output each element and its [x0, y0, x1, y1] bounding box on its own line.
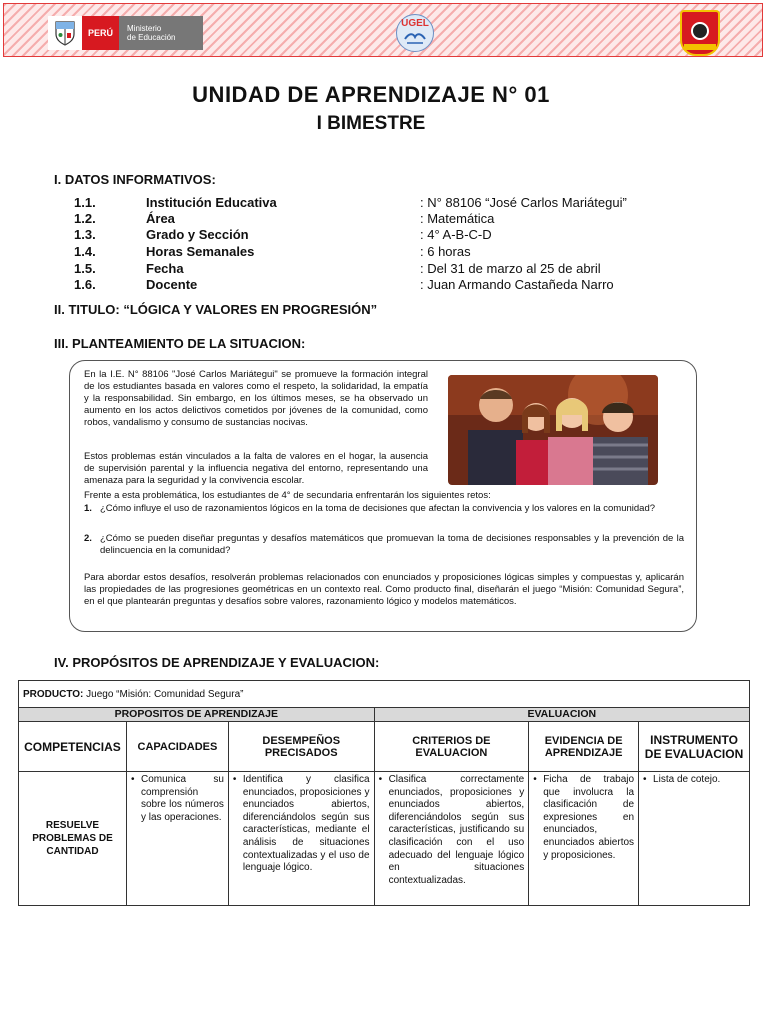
- cell-instrumento: [639, 772, 750, 906]
- datos-row: [74, 244, 714, 261]
- bullet-icon: •: [643, 774, 647, 785]
- datos-label: Área: [146, 211, 175, 226]
- producto-row: [19, 681, 750, 708]
- datos-label: Fecha: [146, 261, 184, 276]
- datos-num: 1.2.: [74, 211, 96, 226]
- producto-cell: [19, 681, 750, 708]
- column-header-row: [19, 722, 750, 772]
- desempeno-text: Identifica y clasifica enunciados, proposiciones y enunciados abiertos, diferenciándolos según sus características, mediante el análisis de situaciones contextualizadas y el uso de lenguaje lógico.: [242, 774, 370, 874]
- question-text: ¿Cómo influye el uso de razonamientos lógicos en la toma de decisiones que afectan la convivencia y los valores en la comunidad?: [100, 503, 656, 514]
- datos-value: : Del 31 de marzo al 25 de abril: [420, 261, 601, 276]
- minedu-logo: [48, 16, 203, 50]
- datos-label: Grado y Sección: [146, 227, 249, 242]
- cell-competencia: RESUELVE PROBLEMAS DE CANTIDAD: [19, 772, 127, 906]
- situacion-question-1: [84, 503, 684, 529]
- situacion-paragraph-1: En la I.E. N° 88106 "José Carlos Mariátegui" se promueve la formación integral de los estudiantes basada en valores como el respeto, la solidaridad, la empatía y la responsabilidad. Sin embargo, en los últimos meses, se ha observado un aumento en los actos delictivos cometidos por jóvenes de la comunidad, como robos, vandalismo y consumo de sustancias nocivas.: [84, 369, 428, 428]
- criterio-text: Clasifica correctamente enunciados, proposiciones y enunciados abiertos, diferenciándolos según sus características, justificando su clasificación con el uso adecuado del lenguaje lógico en situaciones contextualizadas.: [388, 774, 525, 886]
- bullet-icon: •: [533, 774, 537, 785]
- datos-num: 1.5.: [74, 261, 96, 276]
- ministry-line-1: Ministerio: [127, 24, 162, 33]
- datos-value: : 4° A-B-C-D: [420, 227, 492, 242]
- situacion-paragraph-2: Estos problemas están vinculados a la falta de valores en el hogar, la ausencia de supervisión parental y la influencia negativa del entorno, representando una amenaza para la seguridad y la convivencia escolar.: [84, 451, 428, 486]
- page-title: UNIDAD DE APRENDIZAJE N° 01: [192, 82, 550, 107]
- datos-row: [74, 261, 714, 278]
- col-desempenos: DESEMPEÑOS PRECISADOS: [228, 722, 374, 772]
- bullet-icon: •: [130, 774, 135, 785]
- datos-label: Horas Semanales: [146, 244, 255, 259]
- section-situacion-heading: III. PLANTEAMIENTO DE LA SITUACION:: [54, 336, 306, 351]
- question-number: 2.: [84, 533, 92, 544]
- datos-label: Institución Educativa: [146, 195, 277, 210]
- datos-row: [74, 211, 714, 228]
- cell-desempeno: [228, 772, 374, 906]
- section-datos-heading: I. DATOS INFORMATIVOS:: [54, 172, 216, 187]
- ugel-logo-icon: [396, 14, 434, 52]
- group-header-row: [19, 708, 750, 722]
- situacion-paragraph-3: Frente a esta problemática, los estudiantes de 4° de secundaria enfrentarán los siguientes retos:: [84, 490, 491, 501]
- cell-criterio: [374, 772, 529, 906]
- col-criterios: CRITERIOS DE EVALUACION: [374, 722, 529, 772]
- peru-shield-icon: [48, 16, 82, 50]
- page-subtitle: I BIMESTRE: [316, 113, 426, 134]
- datos-value: : 6 horas: [420, 244, 471, 259]
- section-titulo: II. TITULO: “LÓGICA Y VALORES EN PROGRESIÓN”: [54, 302, 378, 317]
- datos-row: [74, 277, 714, 294]
- ministry-label: [119, 16, 203, 50]
- group-propositos: PROPOSITOS DE APRENDIZAJE: [19, 708, 375, 722]
- section-propositos-heading: IV. PROPÓSITOS DE APRENDIZAJE Y EVALUACION:: [54, 655, 380, 670]
- datos-num: 1.4.: [74, 244, 96, 259]
- datos-row: [74, 227, 714, 244]
- ministry-line-2: de Educación: [127, 33, 176, 42]
- ugel-label: UGEL: [401, 18, 429, 29]
- col-competencias: COMPETENCIAS: [19, 722, 127, 772]
- datos-value: : N° 88106 “José Carlos Mariátegui”: [420, 195, 627, 210]
- datos-value: : Juan Armando Castañeda Narro: [420, 277, 614, 292]
- school-crest-icon: [680, 10, 720, 56]
- cell-capacidad: [126, 772, 228, 906]
- bullet-icon: •: [378, 774, 383, 785]
- cell-evidencia: [529, 772, 639, 906]
- instrumento-text: Lista de cotejo.: [653, 774, 721, 785]
- peru-label: PERÚ: [82, 16, 119, 50]
- datos-label: Docente: [146, 277, 198, 292]
- producto-value: Juego “Misión: Comunidad Segura”: [83, 688, 244, 700]
- col-evidencia: EVIDENCIA DE APRENDIZAJE: [529, 722, 639, 772]
- datos-num: 1.6.: [74, 277, 96, 292]
- bullet-icon: •: [232, 774, 237, 785]
- datos-num: 1.3.: [74, 227, 96, 242]
- capacidad-text: Comunica su comprensión sobre los números y las operaciones.: [140, 774, 224, 823]
- situacion-question-2: [84, 533, 684, 559]
- producto-label: PRODUCTO:: [23, 688, 84, 700]
- datos-num: 1.1.: [74, 195, 96, 210]
- evaluation-table: [18, 680, 750, 906]
- question-text: ¿Cómo se pueden diseñar preguntas y desafíos matemáticos que promuevan la toma de decisiones responsables y la prevención de la delincuencia en la comunidad?: [100, 533, 684, 556]
- page-header: [3, 3, 763, 57]
- col-instrumento: INSTRUMENTO DE EVALUACION: [639, 722, 750, 772]
- situacion-paragraph-4: Para abordar estos desafíos, resolverán problemas relacionados con enunciados y proposiciones lógicas simples y compuestas y, aplicarán las propiedades de las progresiones geométricas en un contexto real. Como producto final, diseñarán el juego “Misión: Comunidad Segura”, en el que plantearán preguntas y desafíos sobre valores, razonamiento lógico y modelos matemáticos.: [84, 572, 684, 607]
- datos-row: [74, 195, 714, 212]
- group-evaluacion: EVALUACION: [374, 708, 749, 722]
- family-photo: [448, 375, 658, 485]
- table-row: [19, 772, 750, 906]
- evidencia-text: Ficha de trabajo que involucra la clasificación de expresiones en enunciados, enunciados abiertos y proposiciones.: [543, 774, 635, 861]
- col-capacidades: CAPACIDADES: [126, 722, 228, 772]
- datos-value: : Matemática: [420, 211, 495, 226]
- question-number: 1.: [84, 503, 92, 514]
